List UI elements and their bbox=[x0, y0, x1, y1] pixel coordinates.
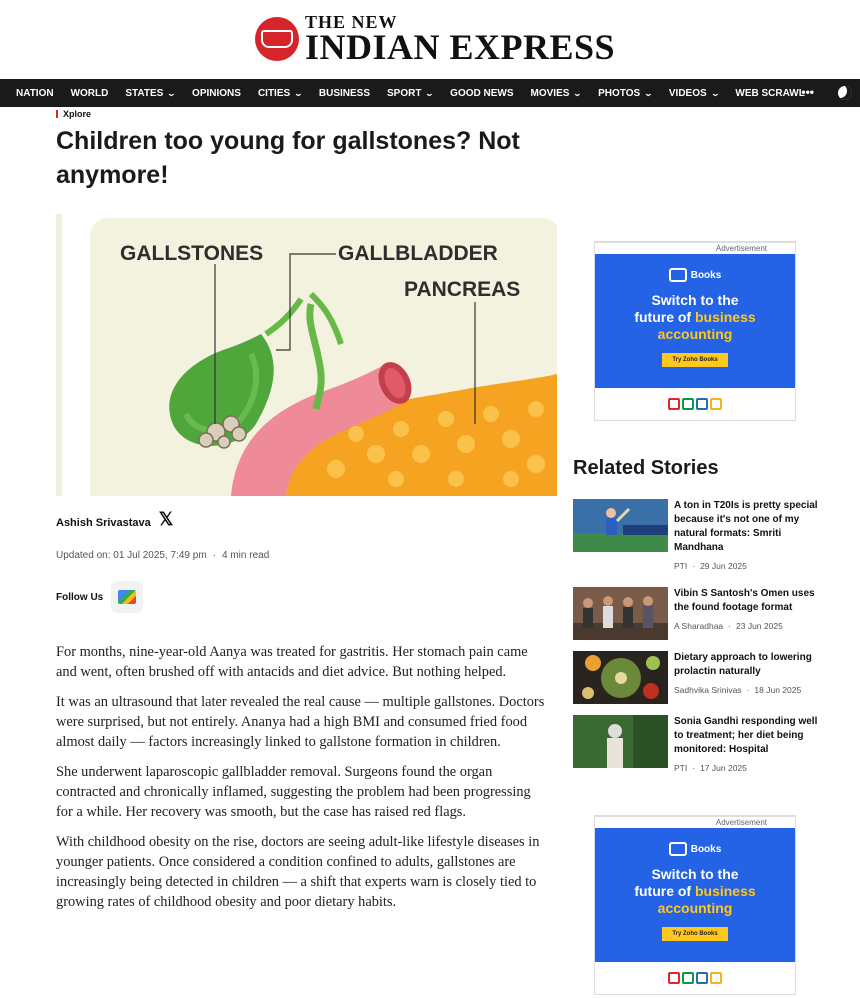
ad-brand: Books bbox=[690, 843, 722, 855]
nav-item-label: BUSINESS bbox=[318, 87, 371, 99]
zoho-logo bbox=[595, 388, 795, 420]
ad-line1: Switch to the bbox=[651, 866, 739, 882]
google-news-icon[interactable] bbox=[111, 581, 143, 613]
nav-item-web-scrawl[interactable] bbox=[735, 88, 804, 99]
byline bbox=[56, 509, 174, 530]
ad-line2a: future of bbox=[634, 309, 695, 325]
ad-banner[interactable] bbox=[595, 828, 795, 994]
article-paragraph: For months, nine-year-old Aanya was treated for gastritis. Her stomach pain came and went, often brushed off with antacids and diet advice. But nothing helped. bbox=[56, 644, 528, 680]
breadcrumb-marker bbox=[56, 110, 58, 118]
story-source: Sadhvika Srinivas bbox=[674, 685, 742, 695]
nav-item-good-news[interactable] bbox=[450, 88, 513, 99]
nav-item-label: GOOD NEWS bbox=[450, 87, 514, 99]
ad-brand: Books bbox=[690, 269, 722, 281]
chevron-down-icon[interactable]: ⌄ bbox=[293, 88, 304, 98]
story-date: 29 Jun 2025 bbox=[700, 561, 747, 571]
chevron-down-icon[interactable]: ⌄ bbox=[573, 88, 583, 98]
related-story[interactable]: Sonia Gandhi responding well to treatment; her diet being monitored: Hospital PTI · 17 Jun 2025 bbox=[573, 715, 823, 773]
nav-item-cities[interactable] bbox=[258, 88, 302, 99]
updated-date: Updated on: 01 Jul 2025, 7:49 pm bbox=[56, 550, 207, 561]
chevron-down-icon[interactable]: ⌄ bbox=[167, 88, 177, 98]
ad-line2b: business bbox=[694, 309, 756, 325]
article-paragraph: She underwent laparoscopic gallbladder removal. Surgeons found the organ contracted and chronically inflamed, suggesting the problem had been progressing for a while. Her recovery was smooth, but the case has raised red flags. bbox=[56, 764, 531, 820]
story-thumbnail[interactable] bbox=[573, 499, 668, 552]
chevron-down-icon[interactable]: ⌄ bbox=[425, 88, 435, 98]
related-stories-heading: Related Stories bbox=[573, 457, 719, 479]
ad-line2a: future of bbox=[634, 883, 695, 899]
story-thumbnail[interactable] bbox=[573, 587, 668, 640]
nav-item-opinions[interactable] bbox=[192, 88, 241, 99]
ad-banner[interactable] bbox=[595, 254, 795, 420]
nav-item-label: PHOTOS bbox=[598, 87, 641, 99]
story-title[interactable]: A ton in T20Is is pretty special because it's not one of my natural formats: Smriti Mandhana bbox=[674, 500, 818, 553]
main-nav bbox=[0, 79, 860, 107]
article-paragraph: It was an ultrasound that later revealed the real cause — multiple gallstones. Doctors were surprised, but not entirely. Ananya had a high BMI and consumed fried food almost daily — factors increasingly linked to gallstone formation in children. bbox=[56, 694, 545, 750]
chevron-down-icon[interactable]: ⌄ bbox=[710, 88, 720, 98]
nav-item-label: OPINIONS bbox=[192, 87, 241, 99]
ad-line1: Switch to the bbox=[651, 292, 739, 308]
story-source: PTI bbox=[674, 561, 688, 571]
related-story[interactable]: A ton in T20Is is pretty special because it's not one of my natural formats: Smriti Mandhana PTI · 29 Jun 2025 bbox=[573, 499, 823, 571]
hero-label-gallbladder: GALLBLADDER bbox=[338, 242, 498, 265]
follow-us bbox=[56, 581, 143, 613]
zoho-books-icon bbox=[669, 842, 687, 856]
ad-line3: accounting bbox=[657, 326, 733, 342]
follow-label: Follow Us bbox=[56, 591, 104, 603]
ad-line3: accounting bbox=[657, 900, 733, 916]
meta-separator: · bbox=[212, 550, 217, 561]
nav-item-movies[interactable] bbox=[531, 88, 582, 99]
story-title[interactable]: Vibin S Santosh's Omen uses the found footage format bbox=[674, 588, 815, 613]
ad-line2b: business bbox=[694, 883, 756, 899]
read-time: 4 min read bbox=[222, 550, 270, 561]
story-title[interactable]: Sonia Gandhi responding well to treatment; her diet being monitored: Hospital bbox=[674, 716, 818, 755]
nav-item-photos[interactable] bbox=[598, 88, 652, 99]
nav-item-business[interactable] bbox=[319, 88, 370, 99]
author-name[interactable]: Ashish Srivastava bbox=[56, 516, 151, 529]
nav-item-label: MOVIES bbox=[530, 87, 570, 99]
nav-item-sport[interactable] bbox=[387, 88, 433, 99]
nav-item-states[interactable] bbox=[125, 88, 175, 99]
article-meta bbox=[56, 550, 269, 561]
nav-item-label: STATES bbox=[125, 87, 164, 99]
nav-item-nation[interactable] bbox=[16, 88, 54, 99]
hero-label-pancreas: PANCREAS bbox=[404, 278, 521, 301]
logo-name-top: THE NEW bbox=[304, 12, 398, 33]
chevron-down-icon[interactable]: ⌄ bbox=[643, 88, 654, 98]
ad-label: Advertisement bbox=[595, 816, 795, 828]
ad-label: Advertisement bbox=[595, 242, 795, 254]
x-twitter-icon[interactable]: 𝕏 bbox=[158, 509, 174, 529]
article-body bbox=[56, 642, 551, 922]
story-date: 17 Jun 2025 bbox=[700, 763, 747, 773]
story-date: 18 Jun 2025 bbox=[754, 685, 802, 695]
nav-item-videos[interactable] bbox=[669, 88, 719, 99]
story-thumbnail[interactable] bbox=[573, 651, 668, 704]
ad-cta-button[interactable]: Try Zoho Books bbox=[662, 927, 727, 941]
article-paragraph: With childhood obesity on the rise, doctors are seeing adult-like lifestyle diseases in younger patients. Once considered a condition confined to adults, gallstones are increasingly being detected in children — a shift that experts warn is closely tied to growing rates of childhood obesity and poor dietary habits. bbox=[56, 834, 540, 910]
dark-mode-toggle-icon[interactable] bbox=[838, 86, 852, 100]
more-menu-icon[interactable]: ••• bbox=[801, 85, 814, 99]
breadcrumb[interactable] bbox=[56, 109, 91, 119]
hero-label-gallstones: GALLSTONES bbox=[120, 242, 264, 265]
advertisement-top[interactable] bbox=[594, 241, 796, 421]
nav-item-label: CITIES bbox=[257, 87, 291, 99]
logo-emblem-icon bbox=[255, 17, 299, 61]
article-headline: Children too young for gallstones? Not anymore! bbox=[56, 127, 520, 189]
ad-cta-button[interactable]: Try Zoho Books bbox=[662, 353, 727, 367]
story-source: PTI bbox=[674, 763, 688, 773]
zoho-books-icon bbox=[669, 268, 687, 282]
nav-item-world[interactable] bbox=[71, 88, 109, 99]
site-header bbox=[0, 0, 860, 78]
nav-item-label: SPORT bbox=[387, 87, 422, 99]
section-label[interactable]: Xplore bbox=[63, 109, 92, 119]
story-date: 23 Jun 2025 bbox=[736, 621, 783, 631]
zoho-logo bbox=[595, 962, 795, 994]
story-thumbnail[interactable] bbox=[573, 715, 668, 768]
nav-item-label: WORLD bbox=[70, 87, 109, 99]
site-logo[interactable] bbox=[255, 12, 616, 67]
story-title[interactable]: Dietary approach to lowering prolactin naturally bbox=[674, 652, 812, 677]
nav-item-label: WEB SCRAWL bbox=[735, 87, 805, 99]
story-source: A Sharadhaa bbox=[674, 621, 724, 631]
nav-item-label: NATION bbox=[16, 87, 54, 99]
related-story[interactable]: Dietary approach to lowering prolactin naturally Sadhvika Srinivas · 18 Jun 2025 bbox=[573, 651, 823, 704]
hero-image bbox=[56, 214, 557, 496]
related-story[interactable]: Vibin S Santosh's Omen uses the found footage format A Sharadhaa · 23 Jun 2025 bbox=[573, 587, 823, 640]
logo-name-main: INDIAN EXPRESS bbox=[304, 26, 616, 67]
nav-item-label: VIDEOS bbox=[668, 87, 707, 99]
advertisement-bottom[interactable] bbox=[594, 815, 796, 995]
